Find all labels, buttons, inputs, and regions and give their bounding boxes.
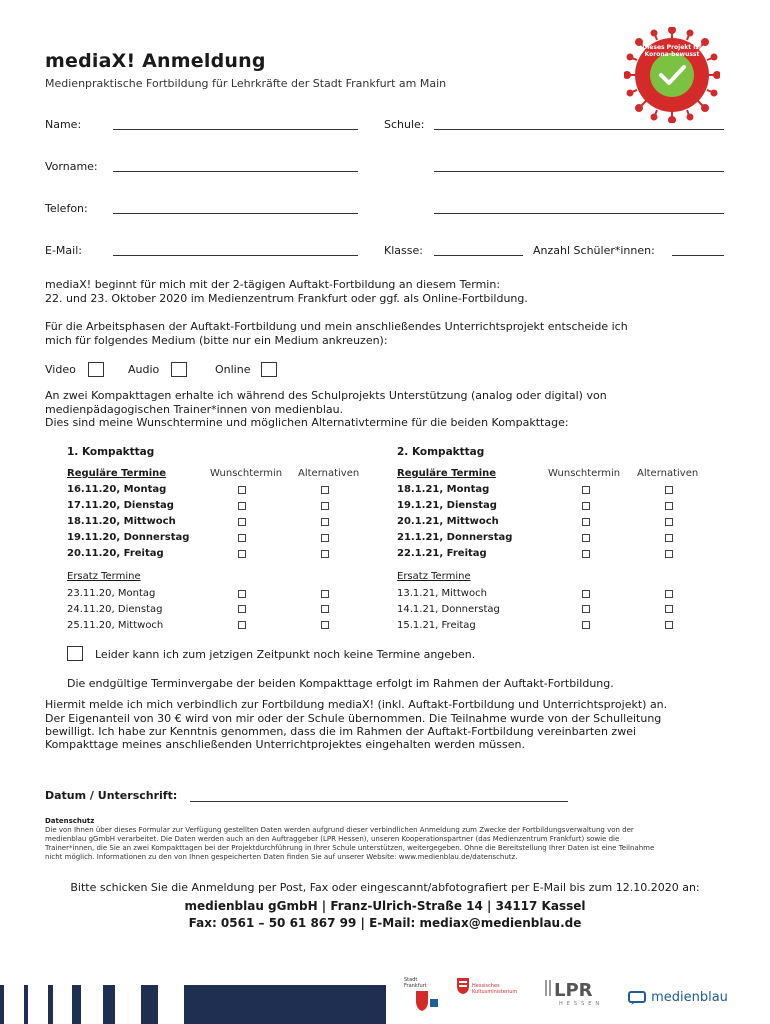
online-checkbox[interactable]	[261, 362, 277, 377]
hessen-lion-icon	[456, 977, 470, 995]
day1-alt-checkbox[interactable]	[321, 502, 329, 510]
day2-alt-checkbox[interactable]	[665, 534, 673, 542]
day1-alt-header: Alternativen	[298, 468, 360, 479]
page-subtitle: Medienpraktische Fortbildung für Lehrkräfte der Stadt Frankfurt am Main	[45, 77, 447, 90]
day1-wish-checkbox[interactable]	[238, 502, 246, 510]
day1-alt-checkbox[interactable]	[321, 621, 329, 629]
day1-alt-checkbox[interactable]	[321, 605, 329, 613]
day1-regular-date: 20.11.20, Freitag	[67, 548, 164, 559]
send-address: medienblau gGmbH | Franz-Ulrich-Straße 14 | 34117 Kassel	[184, 899, 586, 913]
day2-wish-checkbox[interactable]	[582, 534, 590, 542]
day1-alt-checkbox[interactable]	[321, 550, 329, 558]
day2-wish-checkbox[interactable]	[582, 550, 590, 558]
corona-badge	[624, 27, 720, 123]
day1-wish-checkbox[interactable]	[238, 590, 246, 598]
day2-replacement-date: 15.1.21, Freitag	[397, 620, 476, 631]
class-field[interactable]	[434, 255, 523, 256]
day1-alt-checkbox[interactable]	[321, 518, 329, 526]
commitment-line1: Hiermit melde ich mich verbindlich zur Fortbildung mediaX! (inkl. Auftakt-Fortbildung und Unterrichtsprojekt) an.	[45, 698, 668, 711]
lpr-bar-icon	[549, 980, 551, 996]
intro-line1: mediaX! beginnt für mich mit der 2-tägigen Auftakt-Fortbildung an diesem Termin:	[45, 278, 501, 291]
day2-replacement-date: 13.1.21, Mittwoch	[397, 588, 487, 599]
day2-regular-header: Reguläre Termine	[397, 468, 497, 479]
day1-regular-header: Reguläre Termine	[67, 468, 167, 479]
compact-line1: An zwei Kompakttagen erhalte ich während des Schulprojekts Unterstützung (analog oder digital) von	[45, 389, 607, 402]
day1-wish-header: Wunschtermin	[210, 468, 283, 479]
day2-regular-date: 19.1.21, Dienstag	[397, 500, 497, 511]
day2-alt-checkbox[interactable]	[665, 518, 673, 526]
frankfurt-logo	[404, 977, 440, 1015]
day1-wish-checkbox[interactable]	[238, 534, 246, 542]
school-field-line2[interactable]	[434, 171, 724, 172]
day2-alt-checkbox[interactable]	[665, 621, 673, 629]
day2-regular-date: 18.1.21, Montag	[397, 484, 490, 495]
intro-line2: 22. und 23. Oktober 2020 im Medienzentrum Frankfurt oder ggf. als Online-Fortbildung.	[45, 292, 528, 305]
no-dates-label: Leider kann ich zum jetzigen Zeitpunkt noch keine Termine angeben.	[95, 648, 476, 661]
day1-replacement-date: 23.11.20, Montag	[67, 588, 156, 599]
hessen-logo	[456, 977, 516, 999]
day1-regular-date: 18.11.20, Mittwoch	[67, 516, 176, 527]
audio-checkbox[interactable]	[171, 362, 187, 377]
lpr-bar-icon	[545, 980, 547, 996]
privacy-line2: medienblau gGmbH verarbeitet. Die Daten werden auch an den Auftraggeber (LPR Hessen), unseren Kooperationspartner (das Medienzentrum Frankfurt) sowie die	[45, 835, 620, 843]
compact-line3: Dies sind meine Wunschtermine und möglichen Alternativtermine für die beiden Kompakttage:	[45, 416, 569, 429]
video-label: Video	[45, 363, 76, 376]
footer-bar	[184, 985, 386, 1024]
day1-regular-date: 16.11.20, Montag	[67, 484, 167, 495]
phone-field[interactable]	[113, 213, 358, 214]
privacy-line4: nicht möglich. Informationen zu den von Ihnen gespeicherten Daten finden Sie auf unserer Website: www.medienblau.de/datenschutz.	[45, 853, 518, 861]
video-checkbox[interactable]	[88, 362, 104, 377]
medienblau-speech-icon	[628, 991, 646, 1005]
day1-regular-date: 19.11.20, Donnerstag	[67, 532, 190, 543]
medienblau-logo-text: medienblau	[651, 990, 728, 1005]
page-title: mediaX! Anmeldung	[45, 50, 266, 72]
name-label: Name:	[45, 118, 82, 131]
badge-text: Dieses Projekt ist Korona-bewusst	[642, 44, 702, 58]
day1-wish-checkbox[interactable]	[238, 518, 246, 526]
medienblau-logo	[628, 987, 728, 1006]
firstname-field[interactable]	[113, 171, 358, 172]
day2-regular-date: 21.1.21, Donnerstag	[397, 532, 513, 543]
virus-badge-icon	[624, 27, 720, 123]
lpr-logo-text: LPR	[554, 980, 593, 1001]
footer-bar	[103, 985, 115, 1024]
day2-wish-checkbox[interactable]	[582, 502, 590, 510]
commitment-line4: Kompakttage meines anschließenden Unterrichtprojektes eingehalten werden müssen.	[45, 738, 525, 751]
phone-label: Telefon:	[45, 202, 88, 215]
day1-wish-checkbox[interactable]	[238, 486, 246, 494]
students-field[interactable]	[672, 255, 724, 256]
day2-alt-header: Alternativen	[637, 468, 699, 479]
day2-wish-checkbox[interactable]	[582, 518, 590, 526]
day2-alt-checkbox[interactable]	[665, 486, 673, 494]
privacy-title: Datenschutz	[45, 817, 95, 825]
online-label: Online	[215, 363, 251, 376]
day1-regular-date: 17.11.20, Dienstag	[67, 500, 174, 511]
name-field[interactable]	[113, 129, 358, 130]
commitment-line3: bewilligt. Ich habe zur Kenntnis genommen, dass die im Rahmen der Auftakt-Fortbildung vereinbarten zwei	[45, 725, 637, 738]
day1-alt-checkbox[interactable]	[321, 534, 329, 542]
no-dates-checkbox[interactable]	[67, 646, 83, 661]
lpr-logo	[545, 980, 605, 1007]
day2-alt-checkbox[interactable]	[665, 605, 673, 613]
privacy-line1: Die von Ihnen über dieses Formular zur Verfügung gestellten Daten werden aufgrund dieser verbindlichen Anmeldung zum Zwecke der Fortbildungsverwaltung von der	[45, 826, 634, 834]
medium-line2: mich für folgendes Medium (bitte nur ein Medium ankreuzen):	[45, 334, 388, 347]
day1-title: 1. Kompakttag	[67, 446, 155, 458]
day2-wish-checkbox[interactable]	[582, 590, 590, 598]
signature-label: Datum / Unterschrift:	[45, 789, 178, 802]
hessen-logo-text: Hessisches Kultusministerium	[472, 983, 518, 995]
day2-wish-checkbox[interactable]	[582, 621, 590, 629]
school-field-line3[interactable]	[434, 213, 724, 214]
day2-title: 2. Kompakttag	[397, 446, 485, 458]
day2-replacement-header: Ersatz Termine	[397, 571, 471, 582]
day2-wish-checkbox[interactable]	[582, 486, 590, 494]
day2-wish-header: Wunschtermin	[548, 468, 621, 479]
commitment-line2: Der Eigenanteil von 30 € wird von mir oder der Schule übernommen. Die Teilnahme wurde von der Schulleitung	[45, 712, 662, 725]
day1-wish-checkbox[interactable]	[238, 605, 246, 613]
day2-regular-date: 22.1.21, Freitag	[397, 548, 487, 559]
class-label: Klasse:	[384, 244, 423, 257]
students-label: Anzahl Schüler*innen:	[533, 244, 655, 257]
day1-wish-checkbox[interactable]	[238, 550, 246, 558]
frankfurt-logo-text: Stadt Frankfurt	[404, 977, 427, 989]
day1-replacement-date: 25.11.20, Mittwoch	[67, 620, 164, 631]
email-field[interactable]	[113, 255, 358, 256]
day2-replacement-date: 14.1.21, Donnerstag	[397, 604, 500, 615]
footer-bar	[24, 985, 28, 1024]
day1-replacement-header: Ersatz Termine	[67, 571, 141, 582]
privacy-line3: Trainer*innen, die Sie an zwei Kompakttagen bei der Projektdurchführung in Ihrer Schule unterstützen, weitergegeben. Ohne die Bereitstellung Ihrer Daten ist eine Teilnahme	[45, 844, 655, 852]
day1-wish-checkbox[interactable]	[238, 621, 246, 629]
day2-alt-checkbox[interactable]	[665, 502, 673, 510]
school-label: Schule:	[384, 118, 425, 131]
final-assignment-text: Die endgültige Terminvergabe der beiden Kompakttage erfolgt im Rahmen der Auftakt-Fortbildung.	[67, 677, 614, 690]
day1-replacement-date: 24.11.20, Dienstag	[67, 604, 163, 615]
signature-field[interactable]	[190, 801, 568, 802]
day1-alt-checkbox[interactable]	[321, 590, 329, 598]
day2-alt-checkbox[interactable]	[665, 590, 673, 598]
email-label: E-Mail:	[45, 244, 82, 257]
footer-bar	[141, 985, 158, 1024]
audio-label: Audio	[128, 363, 160, 376]
medium-line1: Für die Arbeitsphasen der Auftakt-Fortbildung und mein anschließendes Unterrichtsprojekt entscheide ich	[45, 320, 628, 333]
lpr-sub-text: HESSEN	[559, 1001, 604, 1007]
send-instructions: Bitte schicken Sie die Anmeldung per Post, Fax oder eingescannt/abfotografiert per E-Mail bis zum 12.10.2020 an:	[70, 881, 700, 894]
day2-wish-checkbox[interactable]	[582, 605, 590, 613]
compact-line2: medienpädagogischen Trainer*innen von medienblau.	[45, 403, 344, 416]
footer-bar	[72, 985, 81, 1024]
frankfurt-crest-icon	[404, 989, 440, 1011]
footer-bar	[0, 985, 4, 1024]
firstname-label: Vorname:	[45, 160, 98, 173]
school-field[interactable]	[434, 129, 724, 130]
day2-alt-checkbox[interactable]	[665, 550, 673, 558]
footer-bar	[48, 985, 53, 1024]
day1-alt-checkbox[interactable]	[321, 486, 329, 494]
send-contact: Fax: 0561 – 50 61 867 99 | E-Mail: mediax@medienblau.de	[188, 916, 582, 930]
day2-regular-date: 20.1.21, Mittwoch	[397, 516, 499, 527]
